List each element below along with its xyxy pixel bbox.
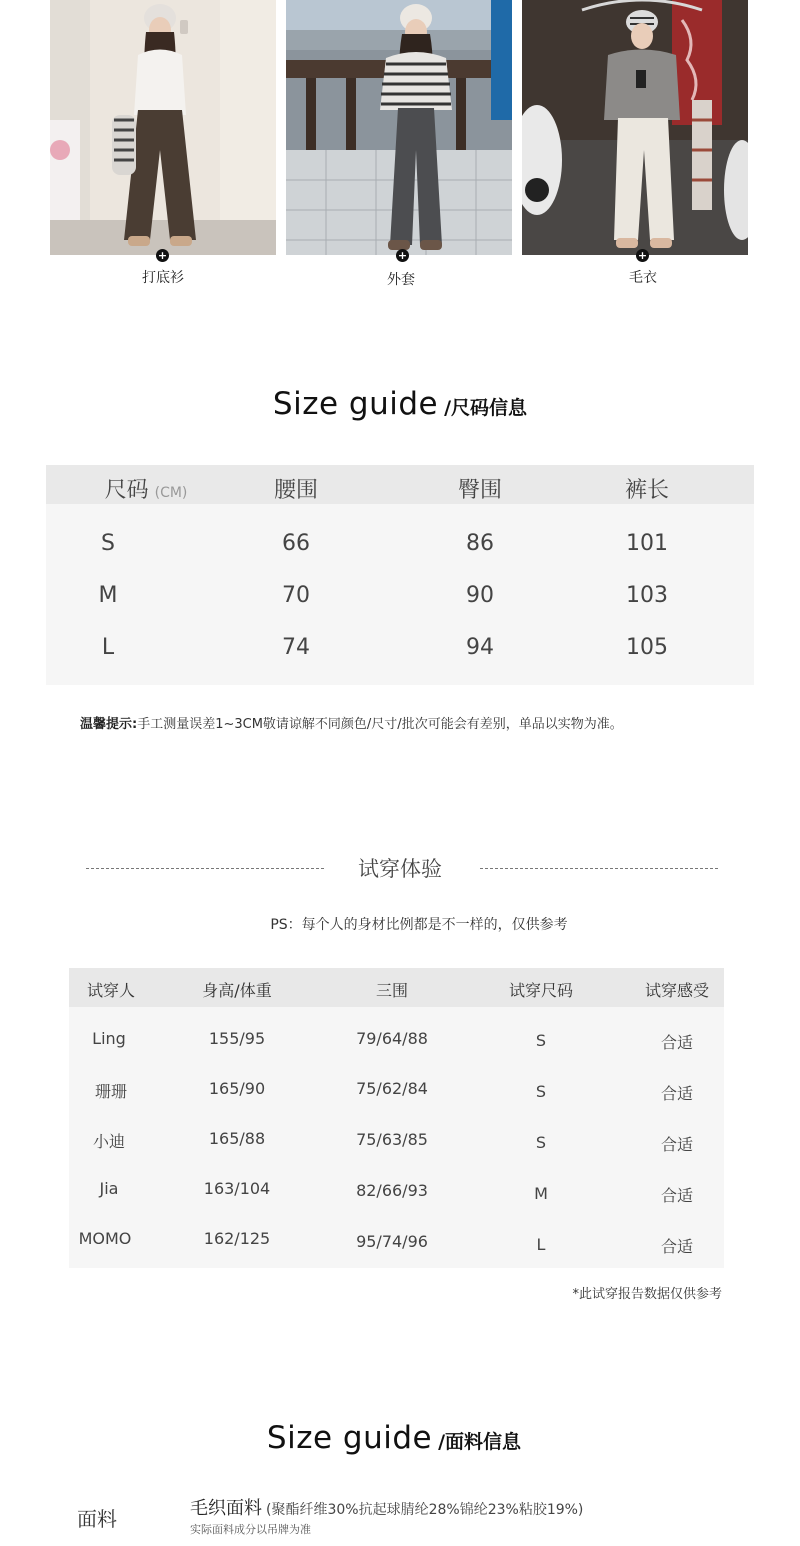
size-table-cell: 90 xyxy=(466,583,494,608)
fabric-composition: (聚酯纤维30%抗起球腈纶28%锦纶23%粘胶19%) xyxy=(266,1502,584,1518)
try-on-cell: 95/74/96 xyxy=(356,1232,428,1251)
try-on-header-cell: 身高/体重 xyxy=(202,981,272,1000)
fabric-name: 毛织面料 xyxy=(190,1498,262,1519)
dashed-divider xyxy=(480,868,718,869)
outfit-caption: 毛衣 xyxy=(629,270,657,286)
size-table-header-cell: 裤长 xyxy=(624,478,670,503)
size-unit: (CM) xyxy=(154,485,188,501)
outfit-photo-image xyxy=(286,0,512,255)
outfit-photo-base-layer xyxy=(50,0,276,255)
try-on-cell: 165/90 xyxy=(208,1079,266,1098)
tip-label: 温馨提示: xyxy=(80,717,138,732)
size-table-cell: M xyxy=(98,583,118,608)
size-table-cell: 70 xyxy=(282,583,310,608)
try-on-table xyxy=(69,968,724,1268)
size-table-cell: 103 xyxy=(626,583,668,608)
tip-text: 手工测量误差1~3CM敬请谅解不同颜色/尺寸/批次可能会有差别，单品以实物为准。 xyxy=(137,717,623,732)
outfit-caption: 打底衫 xyxy=(142,270,184,286)
size-table-cell: S xyxy=(101,531,115,556)
fabric-guide-title xyxy=(0,1420,794,1456)
try-on-header-cell: 试穿感受 xyxy=(644,981,710,1000)
try-on-cell: 165/88 xyxy=(208,1129,266,1148)
try-on-cell: L xyxy=(536,1235,546,1254)
outfit-photo-coat xyxy=(286,0,512,255)
fabric-guide-subheading: /面料信息 xyxy=(438,1431,522,1453)
try-on-cell: 合适 xyxy=(660,1084,694,1103)
try-on-header-cell: 试穿人 xyxy=(86,981,136,1000)
try-on-note: PS：每个人的身材比例都是不一样的，仅供参考 xyxy=(270,917,568,933)
try-on-cell: M xyxy=(534,1184,548,1203)
try-on-cell: Ling xyxy=(92,1029,126,1048)
outfit-photo-image xyxy=(50,0,276,255)
try-on-cell: 合适 xyxy=(660,1033,694,1052)
size-table-cell: 86 xyxy=(466,531,494,556)
size-guide-subheading: /尺码信息 xyxy=(444,397,528,419)
try-on-cell: 合适 xyxy=(660,1135,694,1154)
try-on-cell: S xyxy=(535,1133,547,1152)
try-on-cell: 79/64/88 xyxy=(356,1029,428,1048)
try-on-cell: 82/66/93 xyxy=(356,1181,428,1200)
size-header-label: 尺码 xyxy=(104,478,149,503)
outfit-photo-sweater xyxy=(522,0,748,255)
size-table-cell: 94 xyxy=(466,635,494,660)
try-on-cell: Jia xyxy=(99,1179,119,1198)
try-on-title: 试穿体验 xyxy=(358,857,442,881)
try-on-footnote: *此试穿报告数据仅供参考 xyxy=(572,1287,722,1302)
plus-icon[interactable]: + xyxy=(397,249,408,262)
try-on-cell: 合适 xyxy=(660,1237,694,1256)
try-on-cell: 合适 xyxy=(660,1186,694,1205)
try-on-cell: 珊珊 xyxy=(94,1082,128,1101)
try-on-header-cell: 三围 xyxy=(375,981,409,1000)
plus-icon[interactable]: + xyxy=(637,249,648,262)
try-on-cell: S xyxy=(535,1031,547,1050)
try-on-header-cell: 试穿尺码 xyxy=(508,981,574,1000)
size-table-header-cell: 臀围 xyxy=(457,478,503,503)
fabric-note: 实际面料成分以吊牌为准 xyxy=(190,1523,311,1536)
plus-icon[interactable]: + xyxy=(157,249,168,262)
try-on-cell: MOMO xyxy=(78,1229,132,1248)
try-on-cell: S xyxy=(535,1082,547,1101)
size-table-cell: L xyxy=(101,635,115,660)
measurement-tip xyxy=(80,713,623,732)
size-table xyxy=(46,465,754,685)
try-on-cell: 163/104 xyxy=(203,1179,271,1198)
size-table-header-cell: 腰围 xyxy=(273,478,319,503)
size-table-cell: 105 xyxy=(626,635,668,660)
try-on-cell: 155/95 xyxy=(208,1029,266,1048)
try-on-cell: 162/125 xyxy=(203,1229,271,1248)
size-table-cell: 66 xyxy=(282,531,310,556)
size-table-cell: 101 xyxy=(626,531,668,556)
size-table-cell: 74 xyxy=(282,635,310,660)
try-on-cell: 75/62/84 xyxy=(356,1079,428,1098)
size-table-header-cell xyxy=(105,473,188,504)
outfit-photo-image xyxy=(522,0,748,255)
fabric-description xyxy=(190,1494,583,1520)
try-on-cell: 75/63/85 xyxy=(356,1130,428,1149)
fabric-guide-heading: Size guide xyxy=(266,1420,433,1456)
size-guide-title xyxy=(0,386,800,422)
outfit-caption: 外套 xyxy=(387,272,415,288)
try-on-cell: 小迪 xyxy=(92,1132,126,1151)
size-guide-heading: Size guide xyxy=(272,386,439,422)
fabric-label: 面料 xyxy=(77,1507,117,1531)
